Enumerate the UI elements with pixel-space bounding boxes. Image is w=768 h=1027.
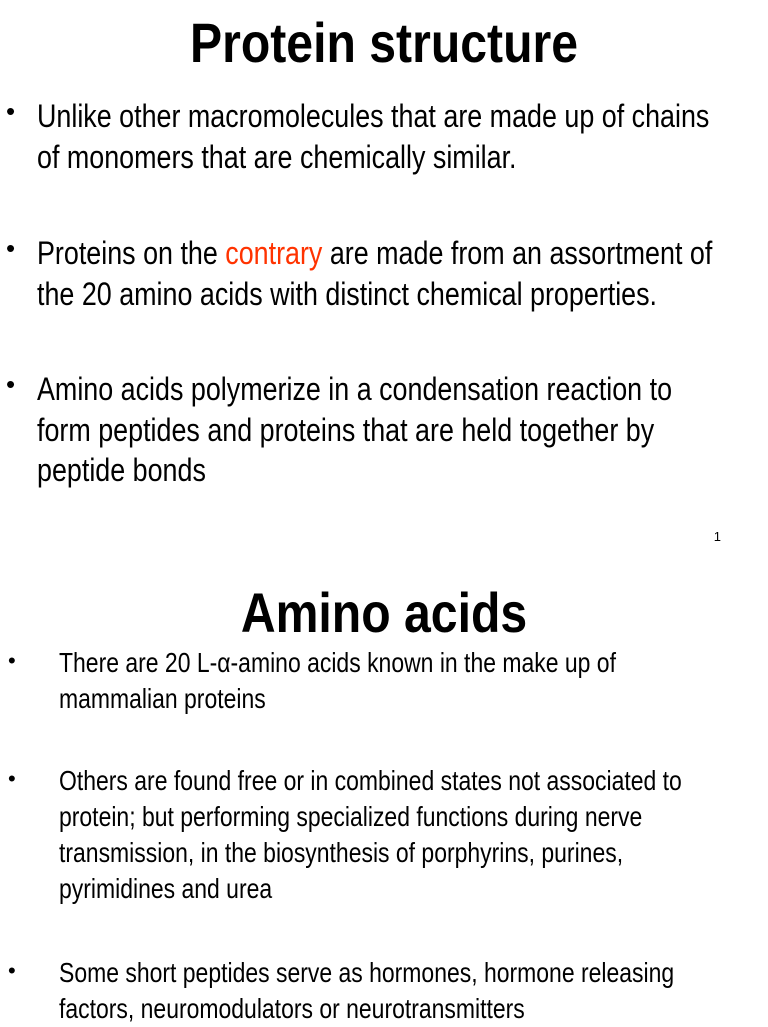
bullet-text bbox=[37, 369, 672, 491]
bullet-marker: • bbox=[6, 369, 16, 399]
bullet-line: transmission, in the biosynthesis of porphyrins, purines, bbox=[59, 837, 624, 868]
bullet-text bbox=[37, 96, 709, 177]
bullet-text bbox=[37, 233, 712, 314]
slide-amino-acids bbox=[0, 560, 768, 1024]
bullet-line: Unlike other macromolecules that are made up of chains bbox=[37, 98, 710, 134]
bullet-text-segment: Proteins on the bbox=[37, 235, 226, 271]
bullet-line: Some short peptides serve as hormones, hormone releasing bbox=[59, 957, 675, 988]
bullet-line: mammalian proteins bbox=[59, 683, 266, 714]
bullet-text-segment: are made from an assortment of bbox=[322, 235, 713, 271]
bullet-line: of monomers that are chemically similar. bbox=[37, 138, 517, 175]
bullet-line: Amino acids polymerize in a condensation reaction to bbox=[37, 371, 673, 407]
slide-title: Protein structure bbox=[189, 11, 579, 74]
bullet-text bbox=[59, 763, 682, 907]
bullet-line: peptide bonds bbox=[37, 452, 206, 488]
bullet-line: protein; but performing specialized functions during nerve bbox=[59, 801, 643, 832]
bullet-line: Others are found free or in combined states not associated to bbox=[59, 765, 682, 796]
bullet-marker: • bbox=[8, 648, 16, 673]
page-number: 1 bbox=[713, 529, 721, 544]
bullet-marker: • bbox=[8, 958, 16, 983]
bullet-line: the 20 amino acids with distinct chemical properties. bbox=[37, 275, 658, 312]
bullet-line: pyrimidines and urea bbox=[59, 873, 273, 904]
bullet-line: form peptides and proteins that are held together by bbox=[37, 411, 655, 448]
bullet-marker: • bbox=[6, 233, 16, 263]
bullet-text bbox=[59, 955, 674, 1027]
bullet-line bbox=[37, 233, 712, 274]
slide-title: Amino acids bbox=[240, 581, 528, 644]
highlighted-word: contrary bbox=[225, 235, 323, 271]
bullet-line: There are 20 L-α-amino acids known in the make up of bbox=[59, 647, 616, 678]
bullet-marker: • bbox=[8, 766, 16, 791]
bullet-marker: • bbox=[6, 96, 16, 126]
bullet-line: factors, neuromodulators or neurotransmitters bbox=[59, 993, 525, 1024]
bullet-text bbox=[59, 645, 616, 717]
